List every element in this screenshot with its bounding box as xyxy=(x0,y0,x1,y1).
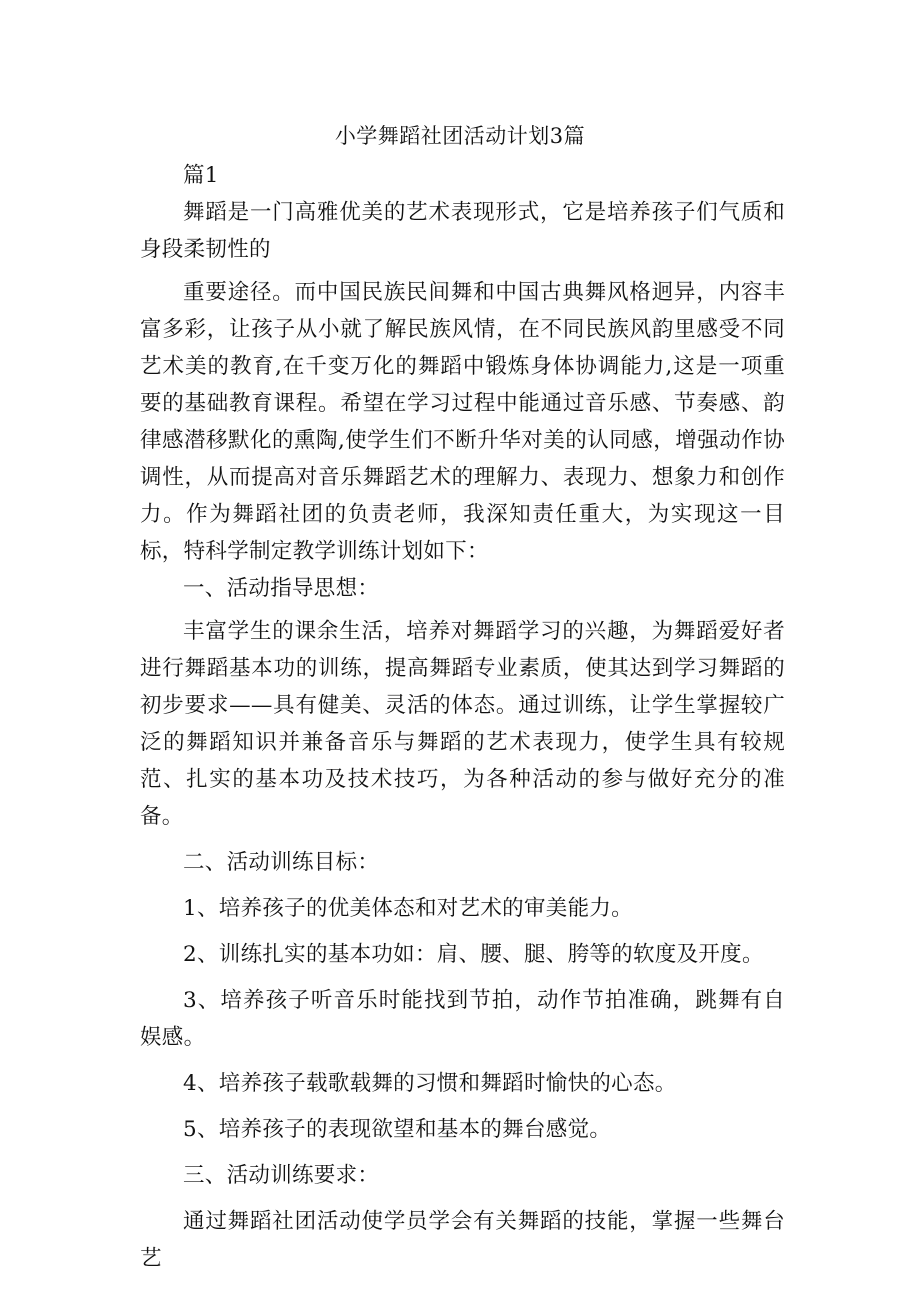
goal-item-5: 5、培养孩子的表现欲望和基本的舞台感觉。 xyxy=(183,1117,612,1142)
heading-training-requirements: 三、活动训练要求： xyxy=(183,1163,380,1188)
goal-item-4: 4、培养孩子载歌载舞的习惯和舞蹈时愉快的心态。 xyxy=(183,1071,677,1096)
paragraph-training-requirements: 通过舞蹈社团活动使学员学会有关舞蹈的技能，掌握一些舞台艺 xyxy=(140,1209,785,1271)
heading-training-goals: 二、活动训练目标： xyxy=(183,850,380,875)
paragraph-purpose: 重要途径。而中国民族民间舞和中国古典舞风格迥异，内容丰富多彩，让孩子从小就了解民族风情，在不同民族风韵里感受不同艺术美的教育,在千变万化的舞蹈中锻炼身体协调能力,这是一项重要的基础教育课程。希望在学习过程中能通过音乐感、节奏感、韵律感潜移默化的熏陶,使学生们不断升华对美的认同感，增强动作协调性，从而提高对音乐舞蹈艺术的理解力、表现力、想象力和创作力。作为舞蹈社团的负责老师，我深知责任重大，为实现这一目标，特科学制定教学训练计划如下： xyxy=(140,280,785,564)
goal-item-3: 3、培养孩子听音乐时能找到节拍，动作节拍准确，跳舞有自娱感。 xyxy=(140,988,785,1050)
goal-item-1: 1、培养孩子的优美体态和对艺术的审美能力。 xyxy=(183,896,633,921)
paragraph-guiding-principle: 丰富学生的课余生活，培养对舞蹈学习的兴趣，为舞蹈爱好者进行舞蹈基本功的训练，提高舞蹈专业素质，使其达到学习舞蹈的初步要求——具有健美、灵活的体态。通过训练，让学生掌握较广泛的舞蹈知识并兼备音乐与舞蹈的艺术表现力，使学生具有较规范、扎实的基本功及技术技巧，为各种活动的参与做好充分的准备。 xyxy=(140,619,785,829)
goal-item-2: 2、训练扎实的基本功如：肩、腰、腿、胯等的软度及开度。 xyxy=(183,942,764,967)
section-label: 篇1 xyxy=(183,163,219,188)
heading-guiding-principle: 一、活动指导思想： xyxy=(183,576,380,601)
paragraph-intro: 舞蹈是一门高雅优美的艺术表现形式，它是培养孩子们气质和身段柔韧性的 xyxy=(140,200,785,262)
document-title: 小学舞蹈社团活动计划3篇 xyxy=(334,124,586,148)
document-body xyxy=(140,157,785,1277)
